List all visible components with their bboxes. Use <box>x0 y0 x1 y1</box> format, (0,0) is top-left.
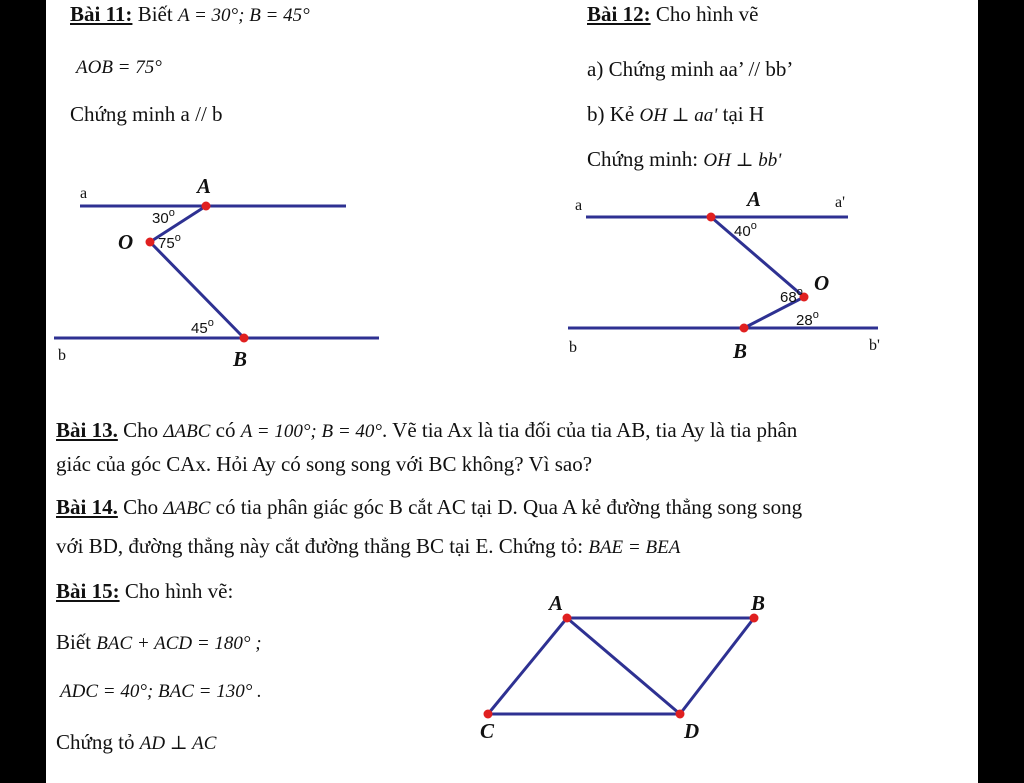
bai13-mid: có <box>215 418 236 442</box>
bai12-part-b-math: OH ⊥ aa' <box>639 105 718 126</box>
bai11-heading: Bài 11: <box>70 2 133 26</box>
bai12-angle-28: 28$^o$ <box>796 309 819 329</box>
bai15-prove-math: AD ⊥ AC <box>139 733 217 754</box>
bai15-point-c <box>484 710 493 719</box>
bai15-label-D: D <box>684 719 700 743</box>
bai12-prove-pre: Chứng minh: <box>587 147 699 171</box>
bai15-given2: ADC = 40°; BAC = 130° . <box>60 681 262 702</box>
bai15-prove <box>56 731 216 755</box>
bai11-statement <box>70 3 310 27</box>
bai13-pre: Cho <box>123 418 159 442</box>
bai12-segment-ao <box>711 217 804 297</box>
bai11-angle-45: 45$^o$ <box>191 317 214 337</box>
worksheet-page <box>46 0 978 783</box>
bai11-figure <box>46 170 406 380</box>
bai14-line1-rest: có tia phân giác góc B cắt AC tại D. Qua A kẻ đường thẳng song song <box>215 495 803 519</box>
bai12-part-b <box>587 103 764 127</box>
bai11-angle-30: 30$^o$ <box>152 207 175 227</box>
bai13-heading: Bài 13. <box>56 418 118 442</box>
bai13-math: A = 100°; B = 40° <box>240 421 383 442</box>
bai13-line2: giác của góc CAx. Hỏi Ay có song song với BC không? Vì sao? <box>56 452 593 476</box>
bai15-statement <box>56 580 233 603</box>
bai14-line2 <box>56 535 680 559</box>
bai15-point-a <box>563 614 572 623</box>
bai12-part-b-post: tại H <box>722 102 765 126</box>
bai12-heading: Bài 12: <box>587 2 651 26</box>
bai11-given-word: Biết <box>137 2 173 26</box>
bai12-part-a: a) Chứng minh aa’ // bb’ <box>587 57 794 81</box>
bai12-label-a: a <box>575 197 583 214</box>
bai11-label-B: B <box>233 347 248 371</box>
bai15-label-B: B <box>751 591 766 615</box>
bai15-given-math: BAC + ACD = 180° ; <box>96 633 262 654</box>
bai11-prove: Chứng minh a // b <box>70 102 223 126</box>
bai11-point-o <box>146 238 155 247</box>
bai14-heading: Bài 14. <box>56 495 118 519</box>
bai13-triangle: ΔABC <box>163 421 211 442</box>
bai12-prove-math: OH ⊥ bb' <box>703 150 782 171</box>
bai14-pre: Cho <box>123 495 159 519</box>
bai12-statement <box>587 3 759 26</box>
bai15-figure <box>466 590 826 750</box>
bai12-prove <box>587 148 781 172</box>
bai12-label-O: O <box>814 271 830 295</box>
bai14-line2-text: với BD, đường thẳng này cắt đường thẳng BC tại E. Chứng tỏ: <box>56 534 584 558</box>
bai15-prove-word: Chứng tỏ <box>56 730 135 754</box>
bai12-point-a <box>707 213 716 222</box>
bai14-line1 <box>56 496 802 520</box>
bai14-triangle: ΔABC <box>163 498 211 519</box>
bai12-label-b: b <box>569 339 577 356</box>
bai11-given-math: A = 30°; B = 45° <box>177 5 310 26</box>
bai14-line2-math: BAE = BEA <box>588 537 681 558</box>
bai11-label-b: b <box>58 347 66 364</box>
bai11-point-a <box>202 202 211 211</box>
bai11-angle-aob: AOB = 75° <box>76 57 162 78</box>
bai12-part-b-pre: b) Kẻ <box>587 102 635 126</box>
bai11-label-a: a <box>80 185 88 202</box>
bai12-intro: Cho hình vẽ <box>655 2 759 26</box>
bai12-label-A: A <box>747 187 762 211</box>
bai15-label-A: A <box>549 591 564 615</box>
bai12-label-a-prime: a' <box>835 194 845 211</box>
bai12-angle-68: 68$^o$ <box>780 286 803 306</box>
bai15-segment-ad <box>567 618 680 714</box>
bai13-line1 <box>56 419 797 443</box>
bai15-label-C: C <box>480 719 495 743</box>
bai13-line1-rest: . Vẽ tia Ax là tia đối của tia AB, tia Ay là tia phân <box>382 418 798 442</box>
bai15-segment-ac <box>488 618 567 714</box>
bai15-point-d <box>676 710 685 719</box>
bai12-label-b-prime: b' <box>869 337 880 354</box>
bai11-angle-75: 75$^o$ <box>158 232 181 252</box>
bai11-point-b <box>240 334 249 343</box>
bai12-angle-40: 40$^o$ <box>734 220 757 240</box>
bai15-heading: Bài 15: <box>56 579 120 603</box>
bai11-label-O: O <box>118 230 134 254</box>
bai15-segment-bd <box>680 618 754 714</box>
bai12-figure <box>556 180 936 380</box>
bai11-label-A: A <box>197 174 212 198</box>
bai15-intro: Cho hình vẽ: <box>124 579 234 603</box>
bai12-point-b <box>740 324 749 333</box>
bai15-given <box>56 631 262 655</box>
bai15-given-word: Biết <box>56 630 91 654</box>
bai12-label-B: B <box>733 339 748 363</box>
